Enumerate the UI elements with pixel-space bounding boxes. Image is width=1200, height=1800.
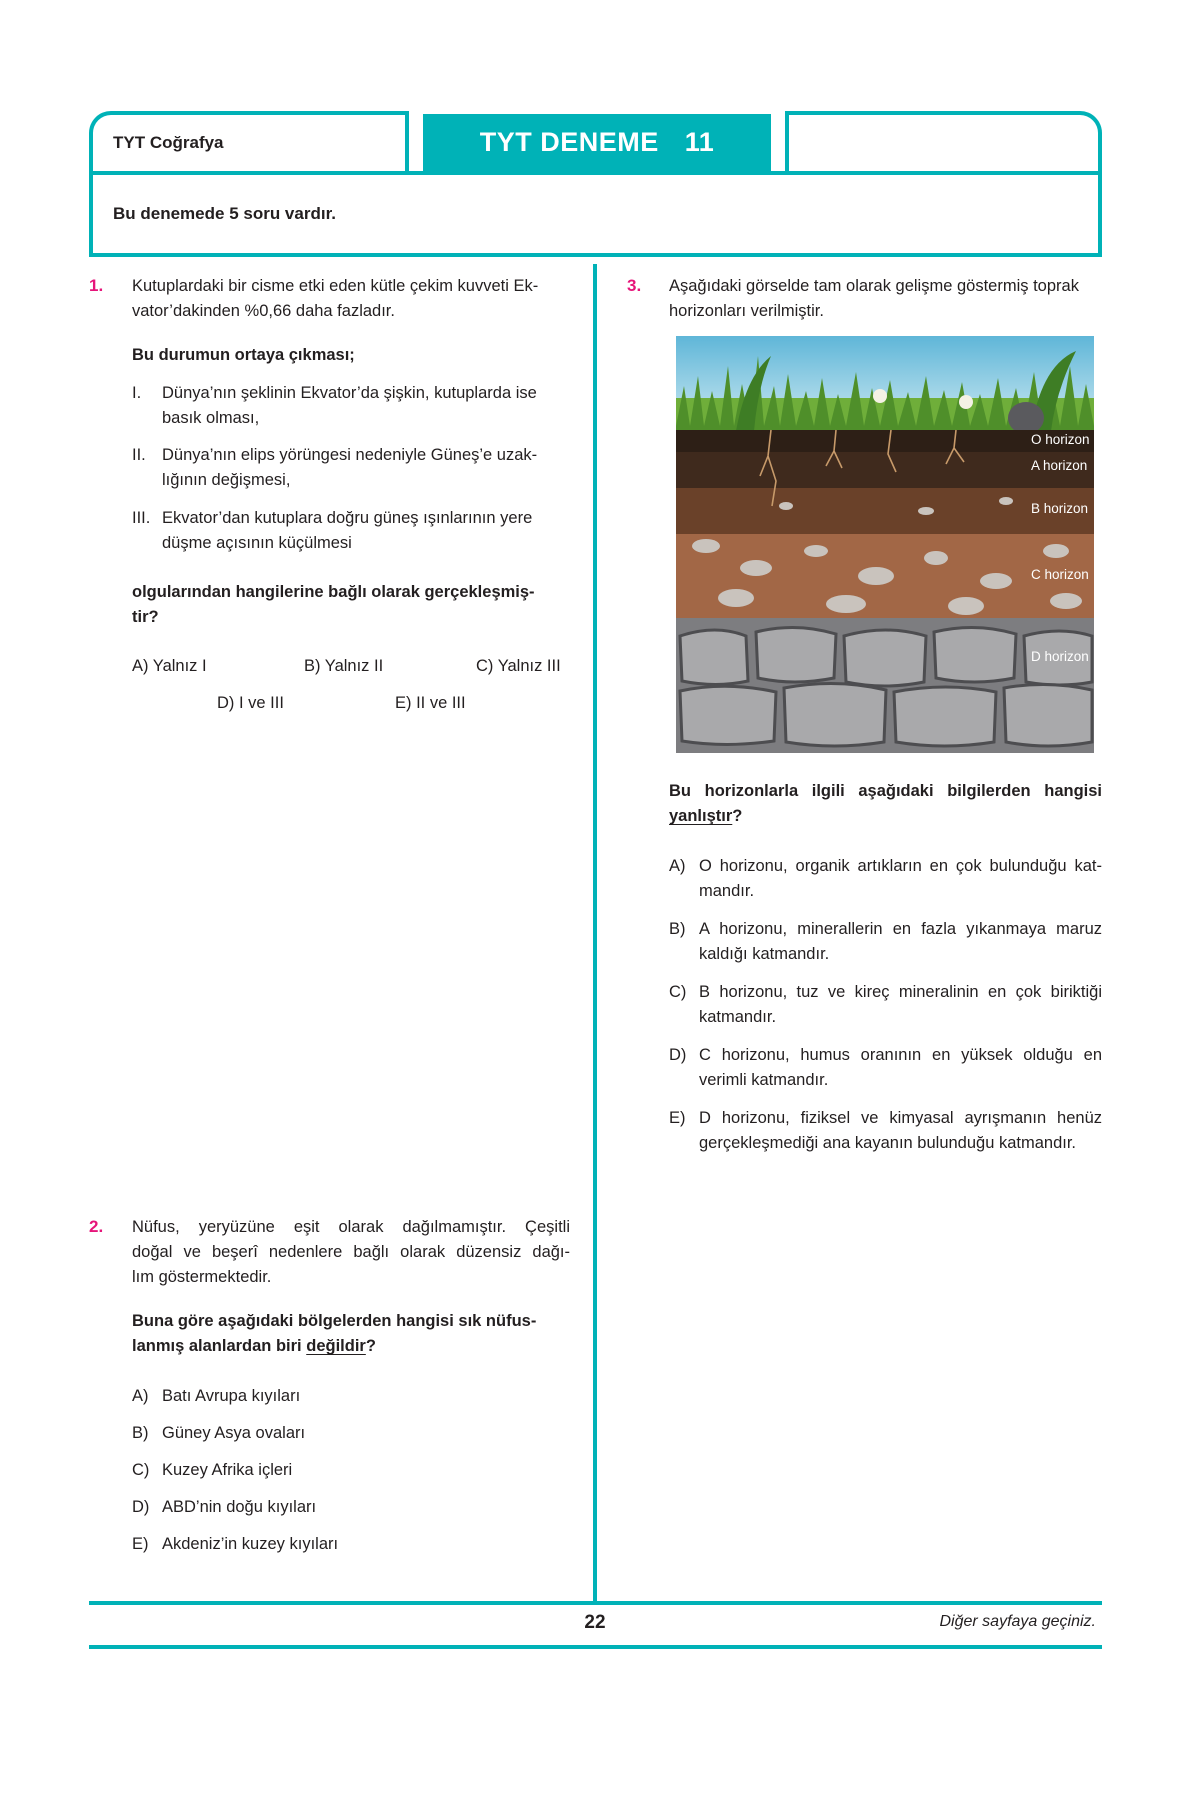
- question-1-question-line-1: olgularından hangilerine bağlı olarak gerçekleşmiş-: [132, 583, 535, 601]
- b-horizon-label: B horizon: [1031, 501, 1089, 516]
- rock: [1008, 402, 1044, 434]
- flower: [873, 389, 887, 403]
- soil-horizons-illustration: [676, 336, 1094, 753]
- question-2-question-mark: ?: [365, 1337, 376, 1355]
- question-3-text-line-1: Aşağıdaki görselde tam olarak gelişme göstermiş toprak: [669, 277, 1079, 295]
- option-label: E): [132, 1535, 149, 1553]
- option-label: B): [669, 920, 686, 938]
- header-right-box: [785, 111, 1102, 175]
- question-count-info: Bu denemede 5 soru vardır.: [113, 204, 336, 223]
- question-1-item-number: II.: [132, 446, 146, 464]
- answer-option[interactable]: C) Yalnız III: [476, 657, 561, 675]
- option-text-line-1: B horizonu, tuz ve kireç mineralinin en çok biriktiği: [699, 983, 1102, 1001]
- option-text-line-1: O horizonu, organik artıkların en çok bulunduğu kat-: [699, 857, 1102, 875]
- question-1-item-text: düşme açısının küçülmesi: [162, 534, 352, 552]
- question-1-item-text: lığının değişmesi,: [162, 471, 291, 489]
- question-3-text-line-2: horizonları verilmiştir.: [669, 302, 824, 320]
- flower: [959, 395, 973, 409]
- subject-label: TYT Coğrafya: [113, 133, 224, 152]
- d-horizon-label: D horizon: [1031, 649, 1089, 664]
- next-page-note: Diğer sayfaya geçiniz.: [939, 1613, 1096, 1630]
- question-1-item-number: III.: [132, 509, 151, 527]
- question-3-question-line-1: Bu horizonlarla ilgili aşağıdaki bilgilerden hangisi: [669, 782, 1102, 800]
- question-2-text-line-2: doğal ve beşerî nedenlere bağlı olarak düzensiz dağı-: [132, 1243, 570, 1261]
- question-3-question-line-2: [669, 804, 742, 829]
- option-label: C): [669, 983, 687, 1001]
- answer-option[interactable]: B) Yalnız II: [304, 657, 384, 675]
- option-text: Akdeniz’in kuzey kıyıları: [162, 1535, 339, 1553]
- question-2-question-line-1: Buna göre aşağıdaki bölgelerden hangisi sık nüfus-: [132, 1312, 537, 1330]
- option-text-line-2: kaldığı katmandır.: [699, 945, 830, 963]
- option-label: A): [132, 1387, 149, 1405]
- exam-title: TYT DENEME: [479, 127, 659, 157]
- question-3-false-keyword: yanlıştır: [669, 807, 733, 825]
- option-text-line-1: A horizonu, minerallerin en fazla yıkanmaya maruz: [699, 920, 1102, 938]
- question-1-item-text: Dünya’nın şeklinin Ekvator’da şişkin, kutuplarda ise: [162, 384, 537, 402]
- question-1-item-text: basık olması,: [162, 409, 260, 427]
- footer-bottom-rule: [89, 1645, 1102, 1649]
- question-3-question-mark: ?: [732, 807, 743, 825]
- option-text-line-1: C horizonu, humus oranının en yüksek olduğu en: [699, 1046, 1102, 1064]
- option-text-line-1: D horizonu, fiziksel ve kimyasal ayrışmanın henüz: [699, 1109, 1102, 1127]
- question-2-number: 2.: [89, 1217, 104, 1236]
- exam-title-banner: [423, 114, 771, 171]
- info-box: [89, 171, 1102, 257]
- option-text-line-2: verimli katmandır.: [699, 1071, 829, 1089]
- question-1-item-text: Ekvator’dan kutuplara doğru güneş ışınlarının yere: [162, 509, 533, 527]
- a-horizon-label: A horizon: [1031, 458, 1088, 473]
- question-2-text-line-3: lım göstermektedir.: [132, 1268, 272, 1286]
- option-text-line-2: gerçekleşmediği ana kayanın bulunduğu katmandır.: [699, 1134, 1076, 1152]
- answer-option[interactable]: E) II ve III: [395, 694, 466, 712]
- answer-option[interactable]: D) I ve III: [217, 694, 284, 712]
- subject-header-box: [89, 111, 409, 175]
- option-text-line-2: mandır.: [699, 882, 755, 900]
- footer-top-rule: [89, 1601, 1102, 1605]
- option-text-line-2: katmandır.: [699, 1008, 777, 1026]
- question-3-number: 3.: [627, 276, 642, 295]
- answer-option[interactable]: A) Yalnız I: [132, 657, 207, 675]
- question-1-prompt: Bu durumun ortaya çıkması;: [132, 346, 355, 364]
- question-1-number: 1.: [89, 276, 104, 295]
- option-label: D): [132, 1498, 150, 1516]
- option-text: ABD’nin doğu kıyıları: [162, 1498, 317, 1516]
- bedrock-blocks: [680, 627, 1092, 746]
- page-number: 22: [584, 1612, 606, 1633]
- question-2-text-line-1: Nüfus, yeryüzüne eşit olarak dağılmamıştır. Çeşitli: [132, 1218, 570, 1236]
- question-1-text-line-2: vator’dakinden %0,66 daha fazladır.: [132, 302, 395, 320]
- c-horizon-label: C horizon: [1031, 567, 1089, 582]
- option-label: B): [132, 1424, 149, 1442]
- question-1-item-number: I.: [132, 384, 142, 402]
- option-label: A): [669, 857, 686, 875]
- question-2-question-line-2: [132, 1334, 376, 1359]
- option-text: Batı Avrupa kıyıları: [162, 1387, 301, 1405]
- column-divider: [593, 264, 597, 1602]
- question-1-item-text: Dünya’nın elips yörüngesi nedeniyle Güneş’e uzak-: [162, 446, 538, 464]
- question-2-negation-keyword: değildir: [306, 1337, 366, 1355]
- exam-number: 11: [684, 127, 715, 157]
- question-2-question-text: lanmış alanlardan biri: [132, 1337, 307, 1355]
- option-label: C): [132, 1461, 150, 1479]
- option-label: E): [669, 1109, 686, 1127]
- o-horizon-label: O horizon: [1031, 432, 1090, 447]
- option-text: Kuzey Afrika içleri: [162, 1461, 293, 1479]
- question-1-question-line-2: tir?: [132, 608, 159, 626]
- option-text: Güney Asya ovaları: [162, 1424, 306, 1442]
- option-label: D): [669, 1046, 687, 1064]
- question-1-text-line-1: Kutuplardaki bir cisme etki eden kütle çekim kuvveti Ek-: [132, 277, 539, 295]
